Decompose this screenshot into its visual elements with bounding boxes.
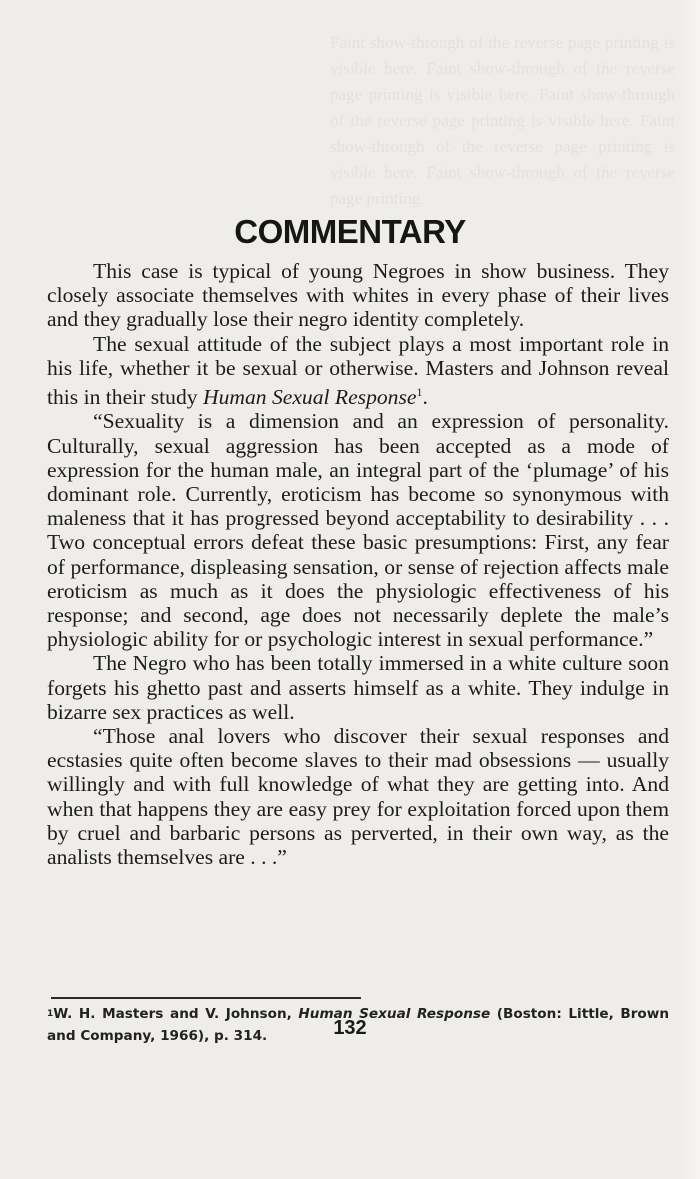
footnote-publication-details: (Boston: Little, Brown and Company, 1966), p. 314. (47, 1006, 670, 1044)
footnote-rule (51, 997, 361, 999)
paragraph-2-text: The sexual attitude of the subject plays a most important role in his life, whether it be sexual or otherwise. Masters and Johnson reveal this in their study (47, 331, 669, 410)
paragraph-2 (47, 332, 669, 410)
page-gutter-shadow (678, 0, 700, 1179)
bleed-through-text: Faint show-through of the reverse page printing is visible here. Faint show-through of the reverse page printing is visible here. Faint show-through of the reverse page printing is visible here. Faint show-through of the reverse page printing is visible here. Faint show-through of the reverse page printing. (330, 33, 675, 208)
footnote-mark: 1 (47, 1009, 54, 1019)
paragraph-3-quotation: “Sexuality is a dimension and an expression of personality. Culturally, sexual aggression has been accepted as a mode of expression for the human male, an integral part of the ‘plumage’ of his dominant role. Currently, eroticism has become so synonymous with maleness that it has progressed beyond acceptability to desirability . . . Two conceptual errors defeat these basic presumptions: First, any fear of performance, displeasing sensation, or sense of rejection affects male eroticism as much as it does the physiologic effectiveness of his response; and second, age does not necessarily deplete the male’s physiologic ability for or psychologic interest in sexual performance.” (47, 409, 669, 652)
footnote-authors: W. H. Masters and V. Johnson, (53, 1006, 299, 1022)
paragraph-5-quotation: “Those anal lovers who discover their sexual responses and ecstasies quite often become slaves to their mad obsessions — usually willingly and with full knowledge of what they are getting into. And when that happens they are easy prey for exploitation forced upon them by cruel and barbaric persons as perverted, in their own way, as the analists themselves are . . .” (47, 724, 669, 870)
commentary-body (47, 259, 669, 869)
paragraph-1: This case is typical of young Negroes in show business. They closely associate themselves with whites in every phase of their lives and they gradually lose their negro identity completely. (47, 259, 669, 332)
page-number: 132 (333, 1017, 367, 1039)
book-title-reference: Human Sexual Response (202, 385, 417, 410)
paragraph-4: The Negro who has been totally immersed in a white culture soon forgets his ghetto past and asserts himself as a white. They indulge in bizarre sex practices as well. (47, 651, 669, 724)
paragraph-2-end: . (422, 385, 428, 410)
page-title: COMMENTARY (234, 213, 466, 250)
footnote-book-title: Human Sexual Response (298, 1006, 491, 1022)
footnote-reference-mark: 1 (416, 385, 423, 400)
